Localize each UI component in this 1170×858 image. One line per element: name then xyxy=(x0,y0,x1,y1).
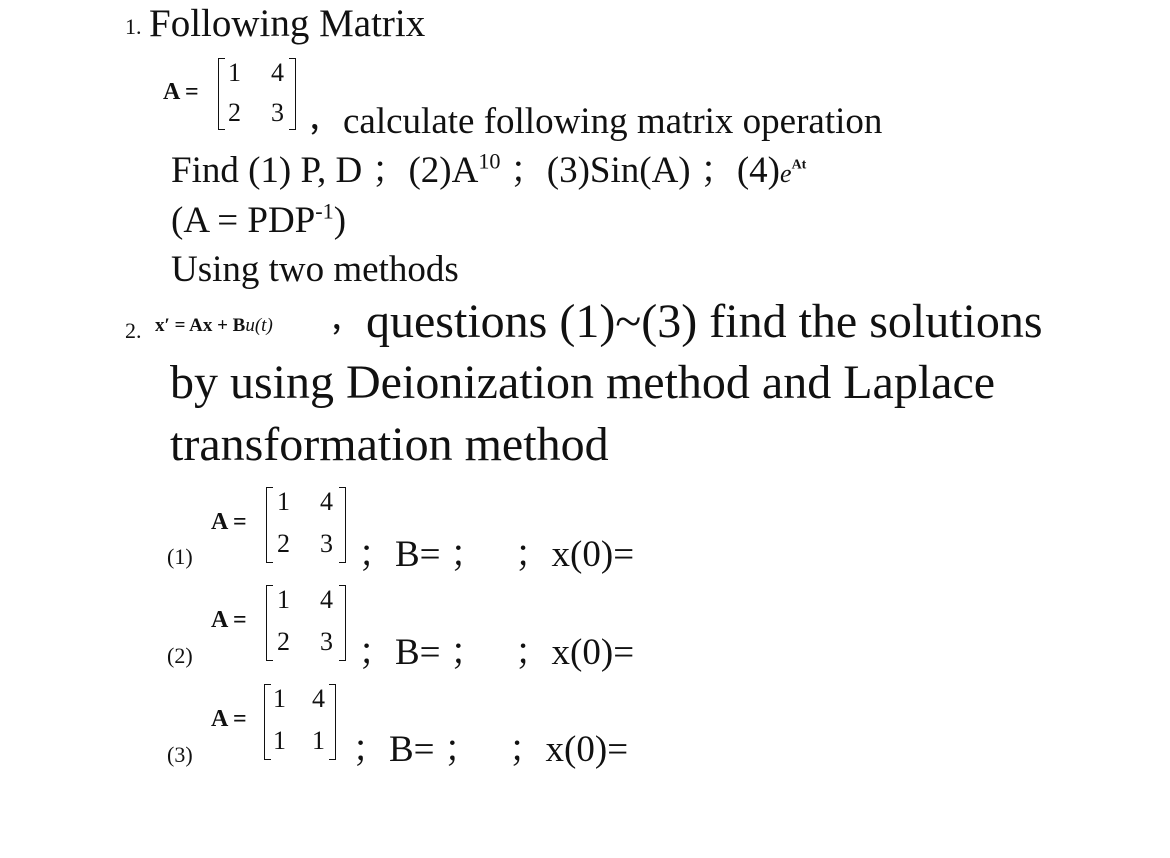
q2-item-tail: ；B= ； ；x(0)= xyxy=(358,534,635,575)
q2-matrix-cell: 1 xyxy=(312,726,325,755)
q1-pdp-line xyxy=(171,198,347,241)
q1-matrix-cell: 1 xyxy=(228,58,241,87)
q1-matrix-label: A = xyxy=(163,79,199,105)
q2-matrix-cell: 4 xyxy=(320,585,333,614)
q2-item-label: (3) xyxy=(167,742,193,767)
q2-line-2: by using Deionization method and Laplace xyxy=(170,356,996,409)
q2-item-tail: ；B= ； ；x(0)= xyxy=(358,632,635,673)
q2-item-matrix-label: A = xyxy=(211,509,247,535)
q1-matrix xyxy=(218,58,296,130)
q2-item-label: (2) xyxy=(167,643,193,668)
q2-matrix-cell: 2 xyxy=(277,529,290,558)
q2-item-matrix-label: A = xyxy=(211,706,247,732)
q2-matrix-cell: 1 xyxy=(277,487,290,516)
q1-pdp-prefix: (A = PDP xyxy=(171,200,316,241)
q2-state-equation xyxy=(155,316,273,335)
q2-item-tail: ；B= ； ；x(0)= xyxy=(352,729,629,770)
q2-matrix-cell: 3 xyxy=(320,529,333,558)
q1-find-line xyxy=(171,148,807,191)
q2-number: 2. xyxy=(125,318,142,343)
q2-comma: ， xyxy=(332,302,362,335)
q1-methods: Using two methods xyxy=(171,249,459,290)
q2-item-label: (1) xyxy=(167,544,193,569)
q1-pdp-suffix: ) xyxy=(333,200,347,241)
q2-line-1: questions (1)~(3) find the solutions xyxy=(366,295,1043,348)
q1-title: Following Matrix xyxy=(149,2,426,45)
q2-line-3: transformation method xyxy=(170,418,609,471)
q1-find-prefix: Find (1) P, D ；(2)A xyxy=(171,150,479,191)
q1-comma: ， xyxy=(310,102,340,135)
q2-item-matrix xyxy=(264,684,336,760)
q1-matrix-cell: 4 xyxy=(271,58,284,87)
q2-matrix-cell: 1 xyxy=(273,684,286,713)
q2-matrix-cell: 4 xyxy=(312,684,325,713)
q2-matrix-cell: 3 xyxy=(320,627,333,656)
q1-instruction: calculate following matrix operation xyxy=(343,101,883,142)
q2-equation-u: u xyxy=(245,315,255,336)
q1-find-e-exp: At xyxy=(791,157,807,173)
q1-find-exp: 10 xyxy=(478,148,501,174)
q1-matrix-cell: 2 xyxy=(228,98,241,127)
q1-pdp-exp: -1 xyxy=(315,198,334,224)
q2-item-matrix-label: A = xyxy=(211,607,247,633)
q2-equation-t: (t) xyxy=(254,315,273,336)
q2-matrix-cell: 4 xyxy=(320,487,333,516)
q2-matrix-cell: 1 xyxy=(277,585,290,614)
q2-item-matrix xyxy=(266,487,346,563)
q1-find-mid: ；(3)Sin(A) ；(4) xyxy=(509,150,781,191)
q2-equation-x: x′ = Ax + B xyxy=(155,315,246,336)
q1-number: 1. xyxy=(125,14,142,39)
q2-item-matrix xyxy=(266,585,346,661)
q2-matrix-cell: 2 xyxy=(277,627,290,656)
q1-matrix-cell: 3 xyxy=(271,98,284,127)
q1-find-e: e xyxy=(780,159,792,188)
q2-matrix-cell: 1 xyxy=(273,726,286,755)
